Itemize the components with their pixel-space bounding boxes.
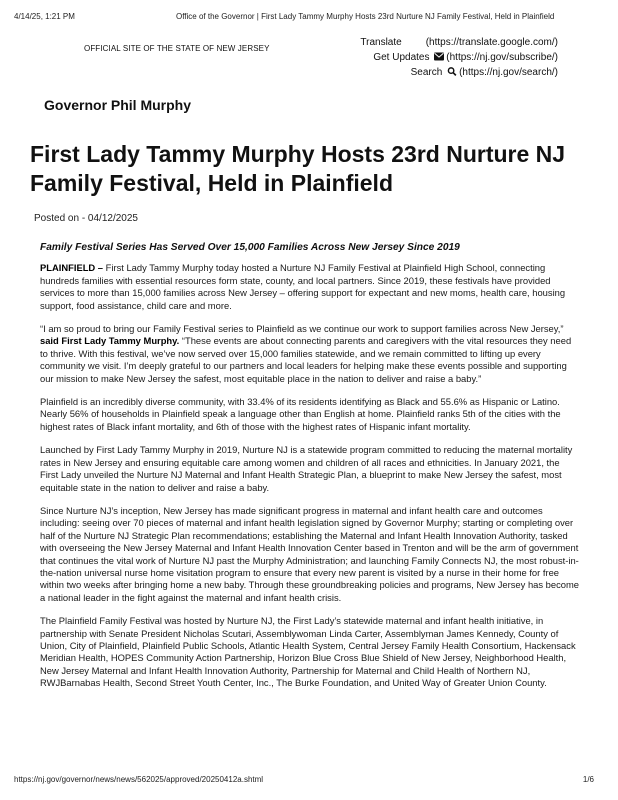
page-number: 1/6 <box>582 775 594 784</box>
translate-url[interactable]: (https://translate.google.com/) <box>425 37 558 48</box>
page-title: First Lady Tammy Murphy Hosts 23rd Nurture NJ Family Festival, Held in Plainfield <box>30 141 566 196</box>
governor-name[interactable]: Governor Phil Murphy <box>44 97 192 113</box>
paragraph-2 <box>40 323 580 385</box>
envelope-icon <box>434 52 444 61</box>
posted-date: Posted on - 04/12/2025 <box>34 213 138 224</box>
translate-link[interactable] <box>360 35 558 50</box>
search-url[interactable]: (https://nj.gov/search/) <box>459 67 558 78</box>
get-updates-link[interactable] <box>360 50 558 65</box>
paragraph-6: The Plainfield Family Festival was hosted by Nurture NJ, the First Lady’s statewide maternal and infant health initiative, in partnership with Senate President Nicholas Scutari, Assemblywoman Linda Carter, Assemblyman James Kennedy, County of Union, City of Plainfield, Plainfield Public Schools, Atlantic Health System, Central Jersey Family Health Consortium, Hackensack Meridian Health, HOPES Community Action Partnership, Horizon Blue Cross Blue Shield of New Jersey, Neighborhood Health, New Jersey Maternal and Infant Health Innovation Authority, Partnership for Maternal and Child Health of Northern NJ, RWJBarnabas Health, Second Street Youth Center, Inc., The Burke Foundation, and United Way of Greater Union County. <box>40 615 576 689</box>
get-updates-label[interactable]: Get Updates <box>373 52 430 63</box>
quote-continuation: “These events are about connecting parents and caregivers with the vital resources they need to thrive. With this festival, we’ve now served over 15,000 families statewide, and we remain committed to lifting up every community we visit. I’m deeply grateful to our partners and local leaders for helping make these events possible and supporting our mission to make New Jersey the safest, most equitable place in the nation to deliver and raise a baby.” <box>40 335 572 384</box>
paragraph-4: Launched by First Lady Tammy Murphy in 2019, Nurture NJ is a statewide program committed to reducing the maternal mortality rates in New Jersey and ensuring equitable care among women and children of all races and ethnicities. In January 2021, the First Lady unveiled the Nurture NJ Maternal and Infant Health Strategic Plan, a blueprint to make New Jersey the safest, most equitable state in the nation to deliver and raise a baby. <box>40 444 573 493</box>
search-label[interactable]: Search <box>410 67 443 78</box>
search-icon <box>447 67 457 76</box>
paragraph-1-text: First Lady Tammy Murphy today hosted a Nurture NJ Family Festival at Plainfield High School, connecting hundreds families with essential resources form state, county, and local partners. Since 2019, these festivals have provided services to more than 15,000 families across New Jersey – offering support for expectant and new moms, health care, housing support, food assistance, child care and more. <box>40 262 566 311</box>
search-link[interactable] <box>360 65 558 80</box>
print-datetime: 4/14/25, 1:21 PM <box>14 12 75 21</box>
quote-open: “I am so proud to bring our Family Festival series to Plainfield as we continue our work to support families across New Jersey,” <box>40 323 564 335</box>
paragraph-3: Plainfield is an incredibly diverse community, with 33.4% of its residents identifying as Black and 55.6% as Hispanic or Latino. Nearly 56% of households in Plainfield speak a language other than English at home. Plainfield ranks 5th of the cities with the highest rates of Black infant mortality, and 6th of those with the highest rates of Hispanic infant mortality. <box>40 396 561 432</box>
dateline: PLAINFIELD – <box>40 262 104 274</box>
get-updates-url[interactable]: (https://nj.gov/subscribe/) <box>446 52 558 63</box>
official-site-label: OFFICIAL SITE OF THE STATE OF NEW JERSEY <box>84 44 270 53</box>
utility-links <box>360 35 558 80</box>
translate-label[interactable]: Translate <box>360 37 402 48</box>
paragraph-1 <box>40 262 580 312</box>
print-url: https://nj.gov/governor/news/news/562025/approved/20250412a.shtml <box>14 775 264 784</box>
paragraph-5: Since Nurture NJ’s inception, New Jersey has made significant progress in maternal and infant health care and outcomes including: seeing over 70 pieces of maternal and infant health legislation signed by Governor Murphy; starting or completing over half of the Nurture NJ Strategic Plan recommendations; establishing the Maternal and Infant Health Innovation Authority, tasked with overseeing the New Jersey Maternal and Infant Health Innovation Center based in Trenton and will be the arm of government that continues the vital work of Nurture NJ past the Murphy Administration; and launching Family Connects NJ, the most robust-in-the-nation universal nurse home visitation program to ensure that every new parent is visited by a nurse in their home for free within two weeks after bringing home a new baby. Through these groundbreaking policies and programs, New Jersey has become a national leader in the fight against the maternal and infant health crisis. <box>40 504 580 603</box>
article-subhead: Family Festival Series Has Served Over 15,000 Families Across New Jersey Since 2019 <box>40 242 460 253</box>
article-body <box>40 242 580 701</box>
quote-attribution: said First Lady Tammy Murphy. <box>40 335 180 347</box>
print-doc-title: Office of the Governor | First Lady Tammy Murphy Hosts 23rd Nurture NJ Family Festival, Held in Plainfield <box>176 12 555 21</box>
